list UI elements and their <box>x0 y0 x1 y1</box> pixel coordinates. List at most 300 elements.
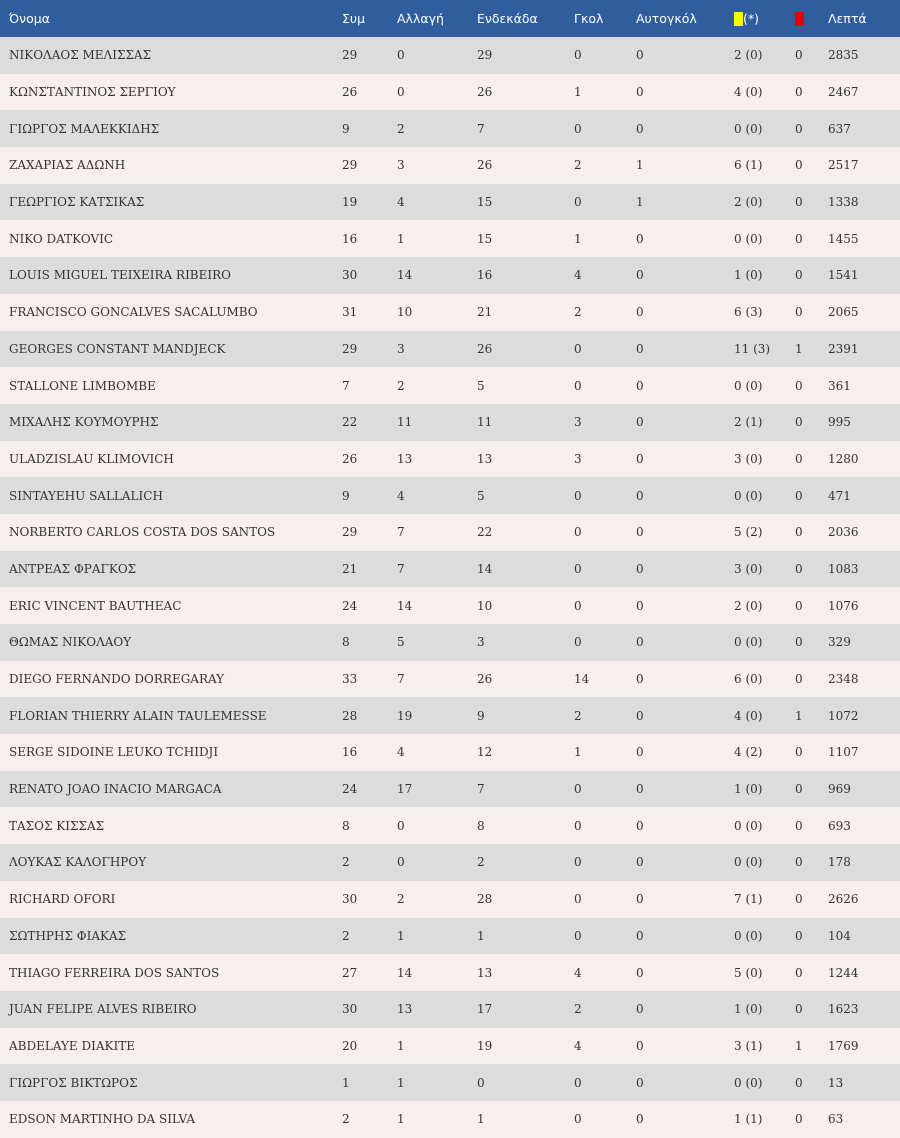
cell-starting: 12 <box>477 745 493 760</box>
cell-appearances: 24 <box>342 598 358 613</box>
header-own-goals[interactable]: Αυτογκόλ <box>636 11 697 26</box>
cell-starting: 13 <box>477 451 493 466</box>
cell-appearances: 30 <box>342 268 358 283</box>
cell-player-name[interactable]: EDSON MARTINHO DA SILVA <box>9 1112 196 1127</box>
cell-goals: 2 <box>574 305 582 320</box>
cell-player-name[interactable]: ΜΙΧΑΛΗΣ ΚΟΥΜΟΥΡΗΣ <box>9 415 159 430</box>
cell-substitute: 1 <box>397 928 405 943</box>
cell-starting: 2 <box>477 855 485 870</box>
cell-red-cards: 0 <box>795 782 803 797</box>
cell-yellow-cards: 6 (3) <box>734 305 763 320</box>
cell-minutes: 2065 <box>828 305 859 320</box>
table-row <box>0 331 900 368</box>
cell-goals: 0 <box>574 195 582 210</box>
cell-substitute: 13 <box>397 1002 413 1017</box>
cell-appearances: 2 <box>342 1112 350 1127</box>
cell-goals: 4 <box>574 268 582 283</box>
cell-starting: 29 <box>477 48 493 63</box>
cell-red-cards: 0 <box>795 892 803 907</box>
cell-minutes: 2036 <box>828 525 859 540</box>
cell-starting: 1 <box>477 1112 485 1127</box>
cell-minutes: 178 <box>828 855 851 870</box>
cell-substitute: 0 <box>397 855 405 870</box>
cell-appearances: 26 <box>342 85 358 100</box>
cell-goals: 0 <box>574 635 582 650</box>
cell-player-name[interactable]: DIEGO FERNANDO DORREGARAY <box>9 672 225 687</box>
cell-own-goals: 0 <box>636 672 644 687</box>
cell-red-cards: 0 <box>795 855 803 870</box>
cell-goals: 2 <box>574 158 582 173</box>
red-card-icon <box>795 12 804 26</box>
table-row <box>0 294 900 331</box>
table-row <box>0 1064 900 1101</box>
cell-minutes: 1244 <box>828 965 859 980</box>
cell-goals: 0 <box>574 121 582 136</box>
cell-yellow-cards: 1 (1) <box>734 1112 763 1127</box>
cell-player-name[interactable]: ABDELAYE DIAKITE <box>9 1038 136 1053</box>
cell-starting: 26 <box>477 158 493 173</box>
cell-yellow-cards: 2 (0) <box>734 598 763 613</box>
cell-goals: 0 <box>574 855 582 870</box>
cell-substitute: 1 <box>397 1075 405 1090</box>
table-row <box>0 918 900 955</box>
header-red-cards[interactable] <box>795 0 828 37</box>
cell-starting: 10 <box>477 598 493 613</box>
cell-yellow-cards: 3 (0) <box>734 451 763 466</box>
cell-substitute: 17 <box>397 782 413 797</box>
cell-substitute: 14 <box>397 268 413 283</box>
cell-red-cards: 0 <box>795 415 803 430</box>
cell-player-name[interactable]: ΑΝΤΡΕΑΣ ΦΡΑΓΚΟΣ <box>9 561 137 576</box>
cell-player-name[interactable]: ΛΟΥΚΑΣ ΚΑΛΟΓΗΡΟΥ <box>9 855 147 870</box>
cell-substitute: 1 <box>397 1038 405 1053</box>
cell-minutes: 13 <box>828 1075 844 1090</box>
cell-substitute: 3 <box>397 341 405 356</box>
cell-goals: 0 <box>574 892 582 907</box>
table-row <box>0 697 900 734</box>
cell-minutes: 1338 <box>828 195 859 210</box>
table-row <box>0 881 900 918</box>
cell-goals: 2 <box>574 1002 582 1017</box>
cell-player-name[interactable]: NIKO DATKOVIC <box>9 231 114 246</box>
cell-substitute: 0 <box>397 85 405 100</box>
cell-own-goals: 0 <box>636 85 644 100</box>
cell-substitute: 7 <box>397 525 405 540</box>
yellow-card-icon <box>734 12 743 26</box>
cell-goals: 0 <box>574 782 582 797</box>
cell-goals: 14 <box>574 672 590 687</box>
cell-player-name[interactable]: RENATO JOAO INACIO MARGACA <box>9 782 222 797</box>
cell-minutes: 1769 <box>828 1038 859 1053</box>
cell-red-cards: 0 <box>795 158 803 173</box>
cell-appearances: 16 <box>342 745 358 760</box>
cell-red-cards: 0 <box>795 635 803 650</box>
cell-player-name[interactable]: NORBERTO CARLOS COSTA DOS SANTOS <box>9 525 276 540</box>
cell-yellow-cards: 5 (2) <box>734 525 763 540</box>
cell-minutes: 2835 <box>828 48 859 63</box>
table-row <box>0 807 900 844</box>
cell-player-name[interactable]: ΓΙΩΡΓΟΣ ΜΑΛΕΚΚΙΔΗΣ <box>9 121 160 136</box>
cell-substitute: 4 <box>397 195 405 210</box>
header-name[interactable]: Όνομα <box>9 11 50 26</box>
cell-substitute: 11 <box>397 415 413 430</box>
cell-starting: 9 <box>477 708 485 723</box>
cell-starting: 5 <box>477 488 485 503</box>
table-row <box>0 367 900 404</box>
cell-appearances: 7 <box>342 378 350 393</box>
cell-substitute: 7 <box>397 561 405 576</box>
cell-substitute: 1 <box>397 231 405 246</box>
cell-starting: 16 <box>477 268 493 283</box>
cell-own-goals: 0 <box>636 561 644 576</box>
cell-substitute: 7 <box>397 672 405 687</box>
cell-red-cards: 0 <box>795 928 803 943</box>
cell-own-goals: 0 <box>636 268 644 283</box>
cell-own-goals: 0 <box>636 892 644 907</box>
cell-red-cards: 0 <box>795 1002 803 1017</box>
cell-appearances: 29 <box>342 525 358 540</box>
cell-red-cards: 0 <box>795 965 803 980</box>
cell-yellow-cards: 3 (1) <box>734 1038 763 1053</box>
cell-appearances: 22 <box>342 415 358 430</box>
cell-own-goals: 0 <box>636 635 644 650</box>
cell-goals: 0 <box>574 488 582 503</box>
cell-appearances: 21 <box>342 561 358 576</box>
cell-starting: 15 <box>477 231 493 246</box>
cell-player-name[interactable]: ERIC VINCENT BAUTHEAC <box>9 598 182 613</box>
cell-player-name[interactable]: ΝΙΚΟΛΑΟΣ ΜΕΛΙΣΣΑΣ <box>9 48 152 63</box>
header-appearances[interactable]: Συμ <box>342 11 366 26</box>
table-row <box>0 37 900 74</box>
cell-appearances: 29 <box>342 158 358 173</box>
table-row <box>0 624 900 661</box>
cell-yellow-cards: 2 (0) <box>734 195 763 210</box>
cell-yellow-cards: 0 (0) <box>734 855 763 870</box>
cell-red-cards: 0 <box>795 121 803 136</box>
cell-own-goals: 0 <box>636 231 644 246</box>
table-row <box>0 551 900 588</box>
cell-player-name[interactable]: GEORGES CONSTANT MANDJECK <box>9 341 226 356</box>
cell-minutes: 1280 <box>828 451 859 466</box>
cell-yellow-cards: 0 (0) <box>734 635 763 650</box>
cell-yellow-cards: 1 (0) <box>734 1002 763 1017</box>
cell-player-name[interactable]: ULADZISLAU KLIMOVICH <box>9 451 174 466</box>
cell-red-cards: 0 <box>795 745 803 760</box>
cell-starting: 11 <box>477 415 493 430</box>
cell-starting: 14 <box>477 561 493 576</box>
cell-substitute: 10 <box>397 305 413 320</box>
cell-red-cards: 0 <box>795 525 803 540</box>
cell-starting: 21 <box>477 305 493 320</box>
cell-minutes: 2467 <box>828 85 859 100</box>
cell-appearances: 9 <box>342 488 350 503</box>
cell-goals: 1 <box>574 745 582 760</box>
cell-red-cards: 0 <box>795 672 803 687</box>
cell-appearances: 29 <box>342 341 358 356</box>
cell-appearances: 1 <box>342 1075 350 1090</box>
cell-goals: 4 <box>574 965 582 980</box>
cell-player-name[interactable]: RICHARD OFORI <box>9 892 116 907</box>
cell-goals: 4 <box>574 1038 582 1053</box>
cell-own-goals: 0 <box>636 818 644 833</box>
cell-yellow-cards: 4 (0) <box>734 708 763 723</box>
cell-minutes: 104 <box>828 928 851 943</box>
cell-yellow-cards: 4 (0) <box>734 85 763 100</box>
cell-yellow-cards: 6 (1) <box>734 158 763 173</box>
cell-goals: 0 <box>574 378 582 393</box>
cell-own-goals: 0 <box>636 1075 644 1090</box>
cell-minutes: 1455 <box>828 231 859 246</box>
cell-player-name[interactable]: ΣΩΤΗΡΗΣ ΦΙΑΚΑΣ <box>9 928 127 943</box>
table-row <box>0 1028 900 1065</box>
cell-red-cards: 1 <box>795 1038 803 1053</box>
cell-substitute: 14 <box>397 965 413 980</box>
cell-appearances: 27 <box>342 965 358 980</box>
cell-minutes: 2626 <box>828 892 859 907</box>
cell-appearances: 2 <box>342 855 350 870</box>
cell-appearances: 33 <box>342 672 358 687</box>
table-row <box>0 954 900 991</box>
cell-minutes: 637 <box>828 121 851 136</box>
cell-substitute: 4 <box>397 488 405 503</box>
cell-starting: 7 <box>477 782 485 797</box>
cell-goals: 0 <box>574 561 582 576</box>
cell-player-name[interactable]: FLORIAN THIERRY ALAIN TAULEMESSE <box>9 708 267 723</box>
cell-red-cards: 0 <box>795 1112 803 1127</box>
cell-player-name[interactable]: THIAGO FERREIRA DOS SANTOS <box>9 965 220 980</box>
cell-red-cards: 0 <box>795 561 803 576</box>
cell-minutes: 1541 <box>828 268 859 283</box>
cell-starting: 26 <box>477 85 493 100</box>
table-row <box>0 1101 900 1138</box>
cell-starting: 17 <box>477 1002 493 1017</box>
table-row <box>0 734 900 771</box>
cell-substitute: 1 <box>397 1112 405 1127</box>
cell-own-goals: 0 <box>636 48 644 63</box>
cell-red-cards: 0 <box>795 231 803 246</box>
cell-yellow-cards: 0 (0) <box>734 818 763 833</box>
cell-starting: 26 <box>477 341 493 356</box>
yellow-card-suffix: (*) <box>743 11 760 26</box>
cell-red-cards: 1 <box>795 708 803 723</box>
cell-substitute: 3 <box>397 158 405 173</box>
cell-own-goals: 1 <box>636 158 644 173</box>
cell-yellow-cards: 0 (0) <box>734 231 763 246</box>
cell-goals: 0 <box>574 525 582 540</box>
cell-own-goals: 0 <box>636 965 644 980</box>
cell-starting: 5 <box>477 378 485 393</box>
cell-own-goals: 0 <box>636 378 644 393</box>
cell-minutes: 2517 <box>828 158 859 173</box>
table-row <box>0 257 900 294</box>
cell-goals: 3 <box>574 415 582 430</box>
cell-substitute: 0 <box>397 818 405 833</box>
cell-own-goals: 1 <box>636 195 644 210</box>
cell-yellow-cards: 3 (0) <box>734 561 763 576</box>
cell-player-name[interactable]: STALLONE LIMBOMBE <box>9 378 156 393</box>
cell-own-goals: 0 <box>636 1002 644 1017</box>
table-row <box>0 147 900 184</box>
cell-starting: 8 <box>477 818 485 833</box>
header-yellow-cards[interactable] <box>734 0 795 37</box>
cell-substitute: 13 <box>397 451 413 466</box>
cell-appearances: 31 <box>342 305 358 320</box>
header-minutes[interactable]: Λεπτά <box>828 11 867 26</box>
cell-yellow-cards: 2 (1) <box>734 415 763 430</box>
table-row <box>0 220 900 257</box>
cell-own-goals: 0 <box>636 121 644 136</box>
cell-player-name[interactable]: ΖΑΧΑΡΙΑΣ ΑΔΩΝΗ <box>9 158 126 173</box>
cell-goals: 0 <box>574 1075 582 1090</box>
cell-player-name[interactable]: ΓΙΩΡΓΟΣ ΒΙΚΤΩΡΟΣ <box>9 1075 138 1090</box>
cell-minutes: 1072 <box>828 708 859 723</box>
cell-starting: 1 <box>477 928 485 943</box>
cell-appearances: 2 <box>342 928 350 943</box>
cell-minutes: 693 <box>828 818 851 833</box>
cell-red-cards: 0 <box>795 378 803 393</box>
cell-minutes: 969 <box>828 782 851 797</box>
cell-minutes: 2348 <box>828 672 859 687</box>
cell-red-cards: 0 <box>795 268 803 283</box>
cell-goals: 0 <box>574 1112 582 1127</box>
cell-starting: 0 <box>477 1075 485 1090</box>
table-row <box>0 514 900 551</box>
cell-yellow-cards: 1 (0) <box>734 268 763 283</box>
cell-substitute: 2 <box>397 378 405 393</box>
cell-red-cards: 0 <box>795 488 803 503</box>
cell-own-goals: 0 <box>636 745 644 760</box>
cell-goals: 0 <box>574 341 582 356</box>
cell-appearances: 30 <box>342 1002 358 1017</box>
cell-own-goals: 0 <box>636 855 644 870</box>
cell-minutes: 1083 <box>828 561 859 576</box>
cell-starting: 7 <box>477 121 485 136</box>
cell-own-goals: 0 <box>636 1112 644 1127</box>
cell-goals: 3 <box>574 451 582 466</box>
cell-minutes: 361 <box>828 378 851 393</box>
table-row <box>0 661 900 698</box>
cell-substitute: 2 <box>397 121 405 136</box>
cell-player-name[interactable]: FRANCISCO GONCALVES SACALUMBO <box>9 305 258 320</box>
table-row <box>0 587 900 624</box>
cell-minutes: 2391 <box>828 341 859 356</box>
cell-starting: 15 <box>477 195 493 210</box>
cell-minutes: 1623 <box>828 1002 859 1017</box>
cell-goals: 0 <box>574 48 582 63</box>
cell-own-goals: 0 <box>636 598 644 613</box>
cell-red-cards: 0 <box>795 451 803 466</box>
cell-own-goals: 0 <box>636 525 644 540</box>
cell-substitute: 0 <box>397 48 405 63</box>
cell-starting: 13 <box>477 965 493 980</box>
cell-own-goals: 0 <box>636 488 644 503</box>
cell-substitute: 4 <box>397 745 405 760</box>
cell-red-cards: 0 <box>795 85 803 100</box>
cell-player-name[interactable]: ΓΕΩΡΓΙΟΣ ΚΑΤΣΙΚΑΣ <box>9 195 145 210</box>
cell-yellow-cards: 6 (0) <box>734 672 763 687</box>
table-header-row <box>0 0 900 37</box>
cell-starting: 26 <box>477 672 493 687</box>
cell-red-cards: 0 <box>795 598 803 613</box>
cell-minutes: 329 <box>828 635 851 650</box>
cell-appearances: 16 <box>342 231 358 246</box>
cell-minutes: 1107 <box>828 745 859 760</box>
table-row <box>0 404 900 441</box>
cell-own-goals: 0 <box>636 928 644 943</box>
cell-own-goals: 0 <box>636 341 644 356</box>
header-starting[interactable]: Ενδεκάδα <box>477 11 538 26</box>
cell-minutes: 63 <box>828 1112 844 1127</box>
table-row <box>0 184 900 221</box>
cell-minutes: 995 <box>828 415 851 430</box>
cell-starting: 28 <box>477 892 493 907</box>
table-row <box>0 771 900 808</box>
cell-appearances: 20 <box>342 1038 358 1053</box>
cell-player-name[interactable]: JUAN FELIPE ALVES RIBEIRO <box>9 1002 197 1017</box>
header-goals[interactable]: Γκολ <box>574 11 604 26</box>
cell-own-goals: 0 <box>636 451 644 466</box>
cell-appearances: 19 <box>342 195 358 210</box>
cell-appearances: 29 <box>342 48 358 63</box>
cell-minutes: 471 <box>828 488 851 503</box>
cell-appearances: 9 <box>342 121 350 136</box>
cell-appearances: 28 <box>342 708 358 723</box>
cell-goals: 0 <box>574 598 582 613</box>
cell-goals: 0 <box>574 818 582 833</box>
cell-yellow-cards: 11 (3) <box>734 341 771 356</box>
cell-appearances: 30 <box>342 892 358 907</box>
table-row <box>0 844 900 881</box>
cell-player-name[interactable]: ΘΩΜΑΣ ΝΙΚΟΛΑΟΥ <box>9 635 132 650</box>
cell-yellow-cards: 0 (0) <box>734 121 763 136</box>
table-row <box>0 441 900 478</box>
cell-appearances: 8 <box>342 635 350 650</box>
cell-own-goals: 0 <box>636 708 644 723</box>
cell-player-name[interactable]: SINTAYEHU SALLALICH <box>9 488 163 503</box>
table-row <box>0 74 900 111</box>
cell-red-cards: 0 <box>795 305 803 320</box>
cell-starting: 19 <box>477 1038 493 1053</box>
cell-minutes: 1076 <box>828 598 859 613</box>
cell-player-name[interactable]: ΤΑΣΟΣ ΚΙΣΣΑΣ <box>9 818 105 833</box>
table-row <box>0 991 900 1028</box>
cell-substitute: 5 <box>397 635 405 650</box>
cell-yellow-cards: 5 (0) <box>734 965 763 980</box>
cell-yellow-cards: 1 (0) <box>734 782 763 797</box>
cell-red-cards: 0 <box>795 818 803 833</box>
cell-player-name[interactable]: ΚΩΝΣΤΑΝΤΙΝΟΣ ΣΕΡΓΙΟΥ <box>9 85 176 100</box>
cell-own-goals: 0 <box>636 782 644 797</box>
cell-player-name[interactable]: LOUIS MIGUEL TEIXEIRA RIBEIRO <box>9 268 231 283</box>
cell-own-goals: 0 <box>636 415 644 430</box>
cell-player-name[interactable]: SERGE SIDOINE LEUKO TCHIDJI <box>9 745 219 760</box>
cell-yellow-cards: 0 (0) <box>734 1075 763 1090</box>
header-substitute[interactable]: Αλλαγή <box>397 11 444 26</box>
cell-substitute: 2 <box>397 892 405 907</box>
cell-goals: 2 <box>574 708 582 723</box>
cell-red-cards: 1 <box>795 341 803 356</box>
cell-goals: 0 <box>574 928 582 943</box>
cell-yellow-cards: 7 (1) <box>734 892 763 907</box>
cell-yellow-cards: 0 (0) <box>734 488 763 503</box>
cell-appearances: 26 <box>342 451 358 466</box>
cell-yellow-cards: 2 (0) <box>734 48 763 63</box>
cell-substitute: 19 <box>397 708 413 723</box>
cell-starting: 22 <box>477 525 493 540</box>
cell-starting: 3 <box>477 635 485 650</box>
table-row <box>0 110 900 147</box>
cell-appearances: 24 <box>342 782 358 797</box>
